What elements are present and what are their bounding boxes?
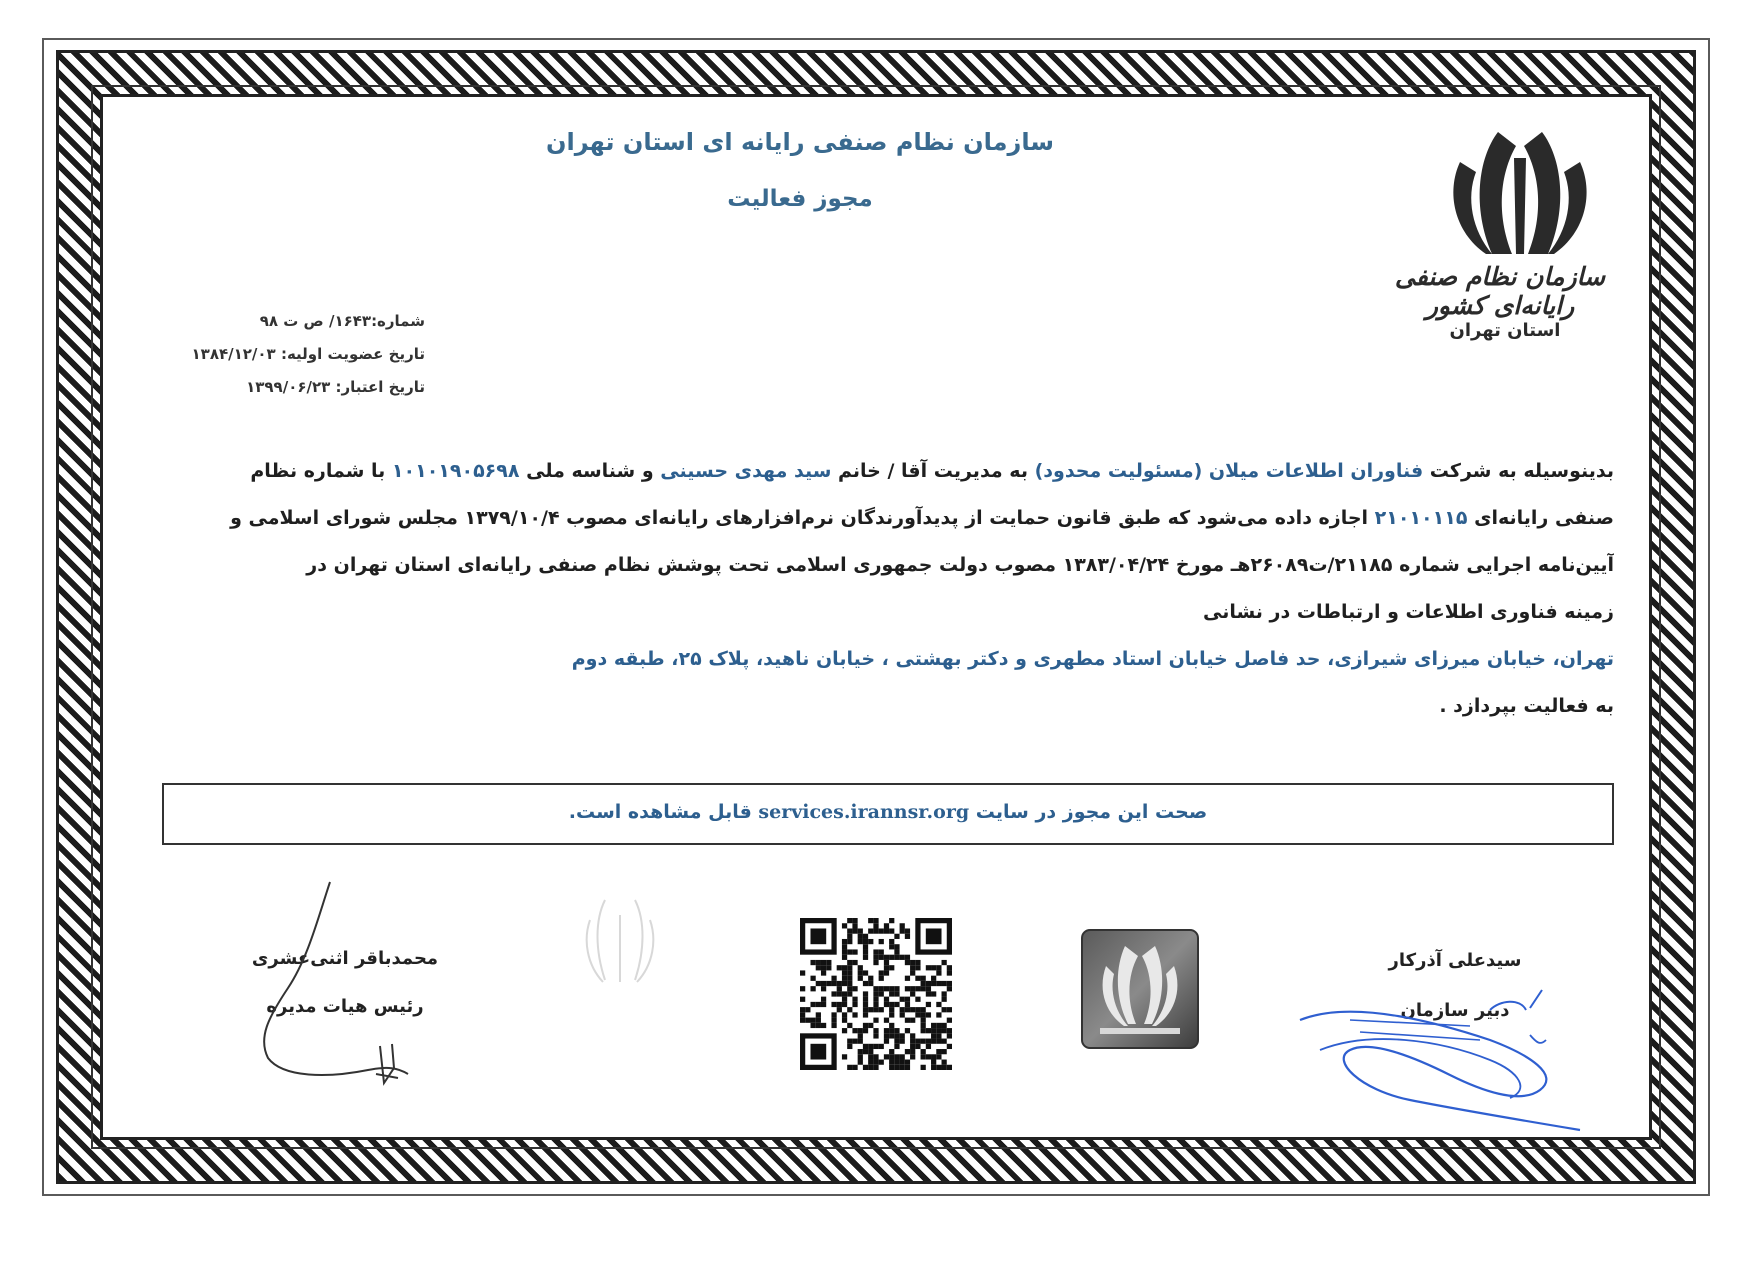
validity-date-row: [200, 371, 425, 404]
secretary-signature-icon: [1290, 980, 1590, 1140]
chairman-role: رئیس هیات مدیره: [266, 996, 424, 1017]
secretary-name: سیدعلی آذرکار: [1388, 950, 1522, 971]
certificate-subtitle: مجوز فعالیت: [727, 186, 873, 212]
body-line-1: بدینوسیله به شرکت فناوران اطلاعات میلان (مسئولیت محدود) به مدیریت آقا / خانم سید مهدی حسینی و شناسه ملی ۱۰۱۰۱۹۰۵۶۹۸ با شماره نظام: [250, 460, 1614, 482]
chairman-signature-icon: [248, 878, 418, 1098]
certificate-number: ۱۶۴۳/ ص ت ۹۸: [259, 312, 372, 330]
logo-caption: سازمان نظام صنفی رایانه‌ای کشور: [1394, 262, 1606, 320]
membership-date-row: [191, 338, 425, 371]
body-line-2: صنفی رایانه‌ای ۲۱۰۱۰۱۱۵ اجازه داده می‌شود که طبق قانون حمایت از پدیدآورندگان نرم‌افزارهای رایانه‌ای مصوب ۱۳۷۹/۱۰/۴ مجلس شورای اسلامی و: [230, 507, 1614, 529]
verification-text: صحت این مجوز در سایت services.irannsr.org قابل مشاهده است.: [568, 801, 1208, 823]
membership-date: ۱۳۸۴/۱۲/۰۳: [191, 345, 276, 363]
watermark-logo-icon: [565, 890, 675, 990]
organization-title: سازمان نظام صنفی رایانه ای استان تهران: [546, 128, 1054, 156]
chairman-name: محمدباقر اثنی‌عشری: [251, 948, 439, 969]
organization-logo-icon: [1420, 128, 1620, 258]
company-address: تهران، خیابان میرزای شیرازی، حد فاصل خیابان استاد مطهری و دکتر بهشتی ، خیابان ناهید، پلاک ۲۵، طبقه دوم: [571, 648, 1614, 670]
certificate-body: [194, 448, 1614, 730]
secretary-role: دبیر سازمان: [1400, 1000, 1510, 1021]
logo-province: استان تهران: [1449, 320, 1561, 341]
registration-number: ۲۱۰۱۰۱۱۵: [1374, 507, 1468, 529]
hologram-seal-icon: [1080, 928, 1200, 1050]
national-id: ۱۰۱۰۱۹۰۵۶۹۸: [391, 460, 520, 482]
body-line-4: زمینه فناوری اطلاعات و ارتباطات در نشانی: [1202, 601, 1614, 623]
certificate-number-row: [200, 305, 425, 338]
certificate-meta: [191, 305, 425, 404]
validity-date-label: تاریخ اعتبار:: [335, 378, 425, 396]
manager-name: سید مهدی حسینی: [660, 460, 832, 482]
certificate-number-label: شماره:: [371, 312, 425, 330]
verification-box: [162, 783, 1614, 845]
membership-date-label: تاریخ عضویت اولیه:: [280, 345, 425, 363]
body-line-3: آیین‌نامه اجرایی شماره ۲۱۱۸۵/ت۲۶۰۸۹هـ مورخ ۱۳۸۳/۰۴/۲۴ مصوب دولت جمهوری اسلامی تحت پوشش نظام صنفی رایانه‌ای استان تهران در: [306, 554, 1614, 576]
verification-url[interactable]: services.irannsr.org: [758, 801, 970, 823]
company-name: فناوران اطلاعات میلان (مسئولیت محدود): [1034, 460, 1424, 482]
validity-date: ۱۳۹۹/۰۶/۲۳: [246, 378, 331, 396]
qr-code-icon[interactable]: [800, 918, 952, 1070]
body-line-6: به فعالیت بپردازد .: [1439, 695, 1614, 717]
